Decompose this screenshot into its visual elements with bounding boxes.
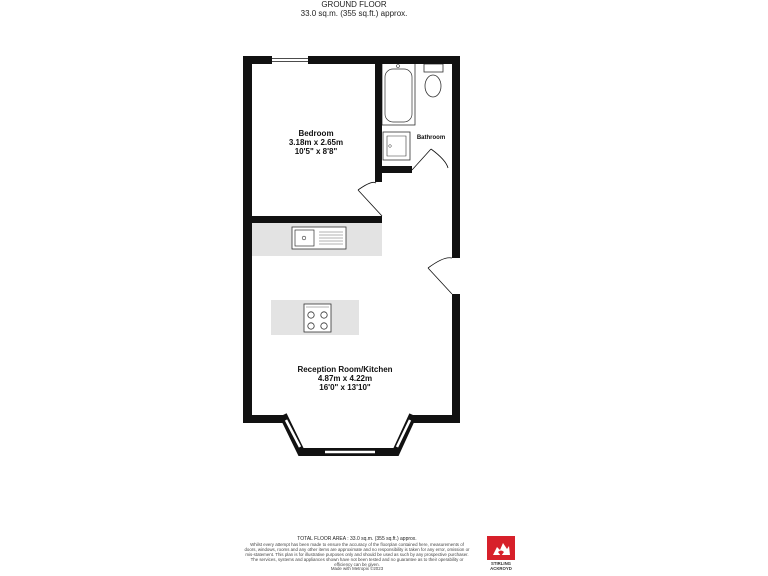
bedroom-metric: 3.18m x 2.65m: [288, 138, 344, 147]
toilet-icon: [424, 64, 443, 97]
logo-line2: ACKROYD: [490, 566, 512, 571]
total-floor-area: TOTAL FLOOR AREA : 33.0 sq.m. (355 sq.ft.) approx.: [297, 536, 417, 542]
bedroom-name: Bedroom: [298, 129, 334, 138]
logo-line1: STIRLING: [490, 561, 512, 566]
floor-title: GROUND FLOOR: [321, 0, 387, 9]
disclaimer-text: Whilst every attempt has been made to ensure the accuracy of the floorplan contained here, measurements of doors, windows, rooms and any other items are approximate and no responsibility is taken for any error, omission or mis-statement. This plan is for illustrative purposes only and should be used as such by any prospective purchaser. The services, systems and appliances shown have not been tested and no guarantee as to their operability or efficiency can be given.: [244, 541, 470, 567]
bay-window: [283, 415, 413, 454]
reception-metric: 4.87m x 4.22m: [317, 374, 373, 383]
reception-imperial: 16'0" x 13'10": [319, 383, 371, 392]
bedroom-window: [272, 56, 308, 64]
footer: [244, 537, 470, 572]
bathroom-name: Bathroom: [416, 135, 446, 141]
entrance-door: [428, 258, 452, 294]
sink-icon: [292, 227, 346, 249]
bathroom-door: [412, 149, 448, 170]
basin-icon: [383, 132, 410, 160]
bath-icon: [382, 61, 415, 125]
bedroom-imperial: 10'5" x 8'8": [294, 147, 338, 156]
bedroom-door: [358, 182, 382, 216]
floor-area: 33.0 sq.m. (355 sq.ft.) approx.: [300, 9, 408, 18]
hob-icon: [304, 304, 331, 332]
stirling-ackroyd-logo: [487, 536, 515, 572]
made-with-text: Made with Metropix ©2023: [330, 566, 384, 572]
reception-name: Reception Room/Kitchen: [297, 365, 393, 374]
